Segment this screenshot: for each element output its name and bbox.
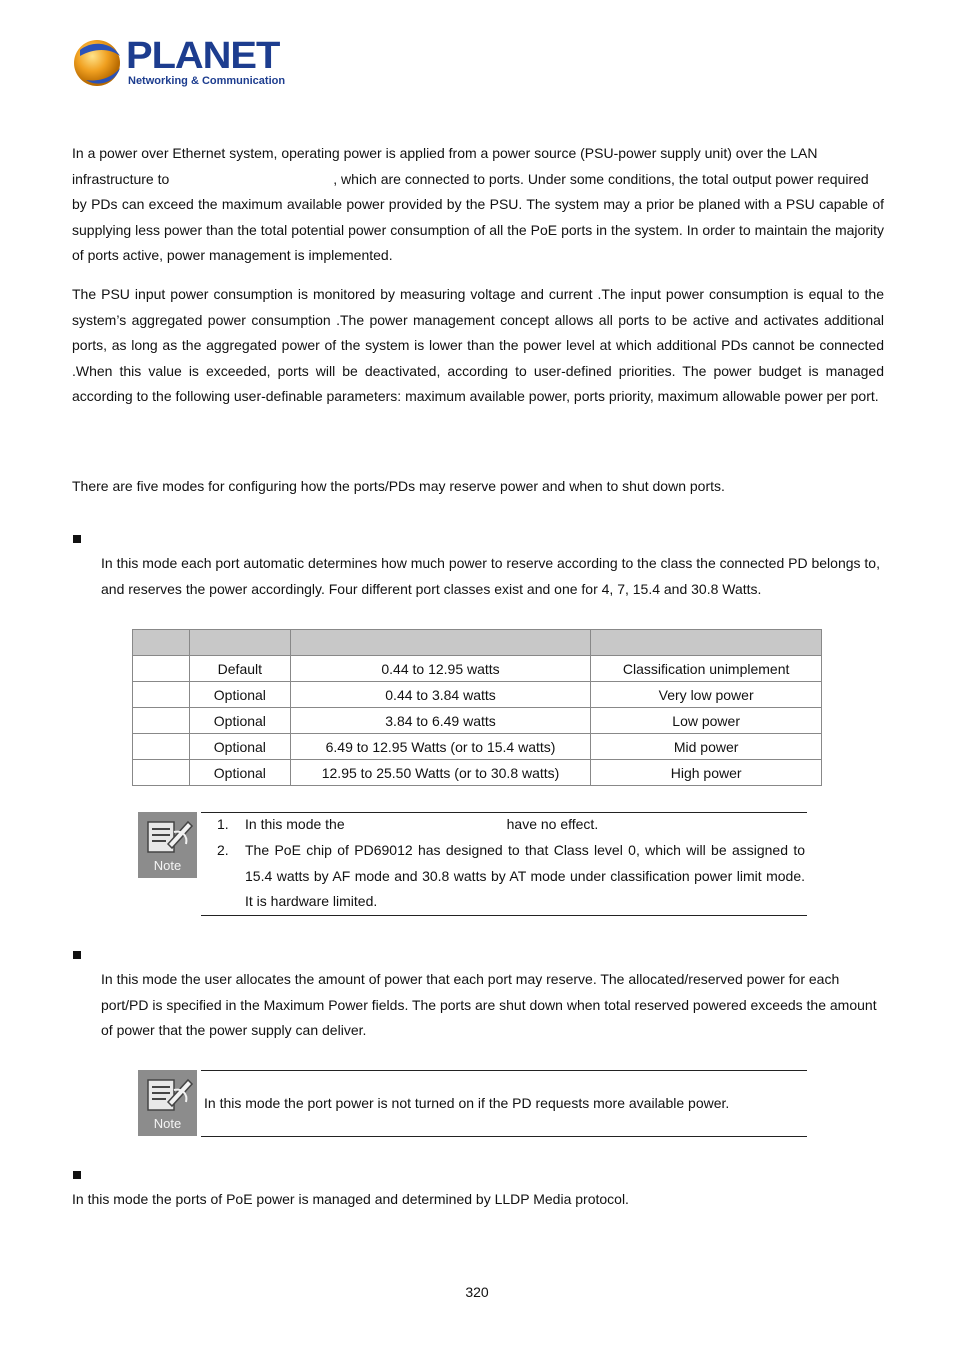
description-cell: Very low power	[591, 682, 822, 708]
globe-icon	[72, 36, 128, 92]
modes-intro-paragraph: There are five modes for configuring how the ports/PDs may reserve power and when to shut down ports.	[72, 478, 725, 494]
description-cell: Low power	[591, 708, 822, 734]
header-cell	[133, 630, 190, 656]
power-consumption-paragraph: The PSU input power consumption is monitored by measuring voltage and current .The input power consumption is equal to the system’s aggregated power consumption .The power management concept allows all ports to be active and activates additional ports, as long as the aggregated power of the system is lower than the power level at which additional PDs cannot be connected .When this value is exceeded, ports will be deactivated, according to user-defined priorities. The power budget is managed according to the following user-definable parameters: maximum available power, ports priority, maximum allowable power per port.	[72, 286, 884, 405]
usage-cell: Optional	[189, 734, 290, 760]
header-cell	[290, 630, 590, 656]
table-row	[133, 656, 822, 682]
power-range-cell: 0.44 to 12.95 watts	[290, 656, 590, 682]
power-range-cell: 0.44 to 3.84 watts	[290, 682, 590, 708]
bullet-lldp-mode	[73, 1171, 81, 1179]
table-row	[133, 708, 822, 734]
page-number: 320	[465, 1284, 489, 1300]
bullet-allocation-mode	[73, 951, 81, 959]
note-icon	[138, 1070, 197, 1136]
table-row	[133, 760, 822, 786]
usage-cell: Optional	[189, 760, 290, 786]
svg-text:Note: Note	[153, 1116, 182, 1131]
class-cell	[133, 656, 190, 682]
usage-cell: Default	[189, 656, 290, 682]
note-bottom-rule	[201, 1136, 807, 1137]
description-cell: High power	[591, 760, 822, 786]
power-range-cell: 3.84 to 6.49 watts	[290, 708, 590, 734]
power-range-cell: 6.49 to 12.95 Watts (or to 15.4 watts)	[290, 734, 590, 760]
power-range-cell: 12.95 to 25.50 Watts (or to 30.8 watts)	[290, 760, 590, 786]
note-1-list: 1. In this mode the have no effect. 2. The PoE chip of PD69012 has designed to that Class level 0, which will be assigned to 15.4 watts by AF mode and 30.8 watts by AT mode under classification power limit mode. It is hardware limited.	[217, 816, 805, 910]
bullet-class-mode	[73, 535, 81, 543]
table-row	[133, 734, 822, 760]
table-row	[133, 682, 822, 708]
usage-cell: Optional	[189, 682, 290, 708]
note-2-text: In this mode the port power is not turned on if the PD requests more available power.	[204, 1095, 730, 1111]
intro-line-2: infrastructure to , which are connected to ports. Under some conditions, the total output power required	[72, 170, 869, 187]
class-cell	[133, 760, 190, 786]
class-cell	[133, 682, 190, 708]
class-table-header	[133, 630, 822, 656]
class-cell	[133, 734, 190, 760]
note-bottom-rule	[201, 915, 807, 916]
note-top-rule	[201, 1070, 807, 1071]
class-cell	[133, 708, 190, 734]
intro-rest: by PDs can exceed the maximum available power provided by the PSU. The system may a prior be planed with a PSU capable of supplying less power than the total potential power consumption of all the PoE ports in the system. In order to maintain the majority of ports active, power management is implemented.	[72, 196, 884, 264]
allocation-mode-text: In this mode the user allocates the amount of power that each port may reserve. The allocated/reserved power for each port/PD is specified in the Maximum Power fields. The ports are shut down when total reserved powered exceeds the amount of power that the power supply can deliver.	[101, 971, 877, 1039]
description-cell: Classification unimplement	[591, 656, 822, 682]
class-table	[132, 629, 822, 786]
intro-line-1: In a power over Ethernet system, operating power is applied from a power source (PSU-power supply unit) over the LAN	[72, 145, 818, 161]
header-cell	[189, 630, 290, 656]
usage-cell: Optional	[189, 708, 290, 734]
header-cell	[591, 630, 822, 656]
class-mode-text: In this mode each port automatic determines how much power to reserve according to the class the connected PD belongs to, and reserves the power accordingly. Four different port classes exist and one for 4, 7, 15.4 and 30.8 Watts.	[101, 555, 880, 597]
note-icon	[138, 812, 197, 878]
description-cell: Mid power	[591, 734, 822, 760]
intro-paragraph	[72, 141, 884, 269]
logo-wordmark: PLANET	[126, 35, 280, 77]
svg-text:Note: Note	[153, 858, 182, 873]
logo-tagline: Networking & Communication	[128, 75, 286, 87]
lldp-mode-text: In this mode the ports of PoE power is managed and determined by LLDP Media protocol.	[72, 1191, 629, 1207]
